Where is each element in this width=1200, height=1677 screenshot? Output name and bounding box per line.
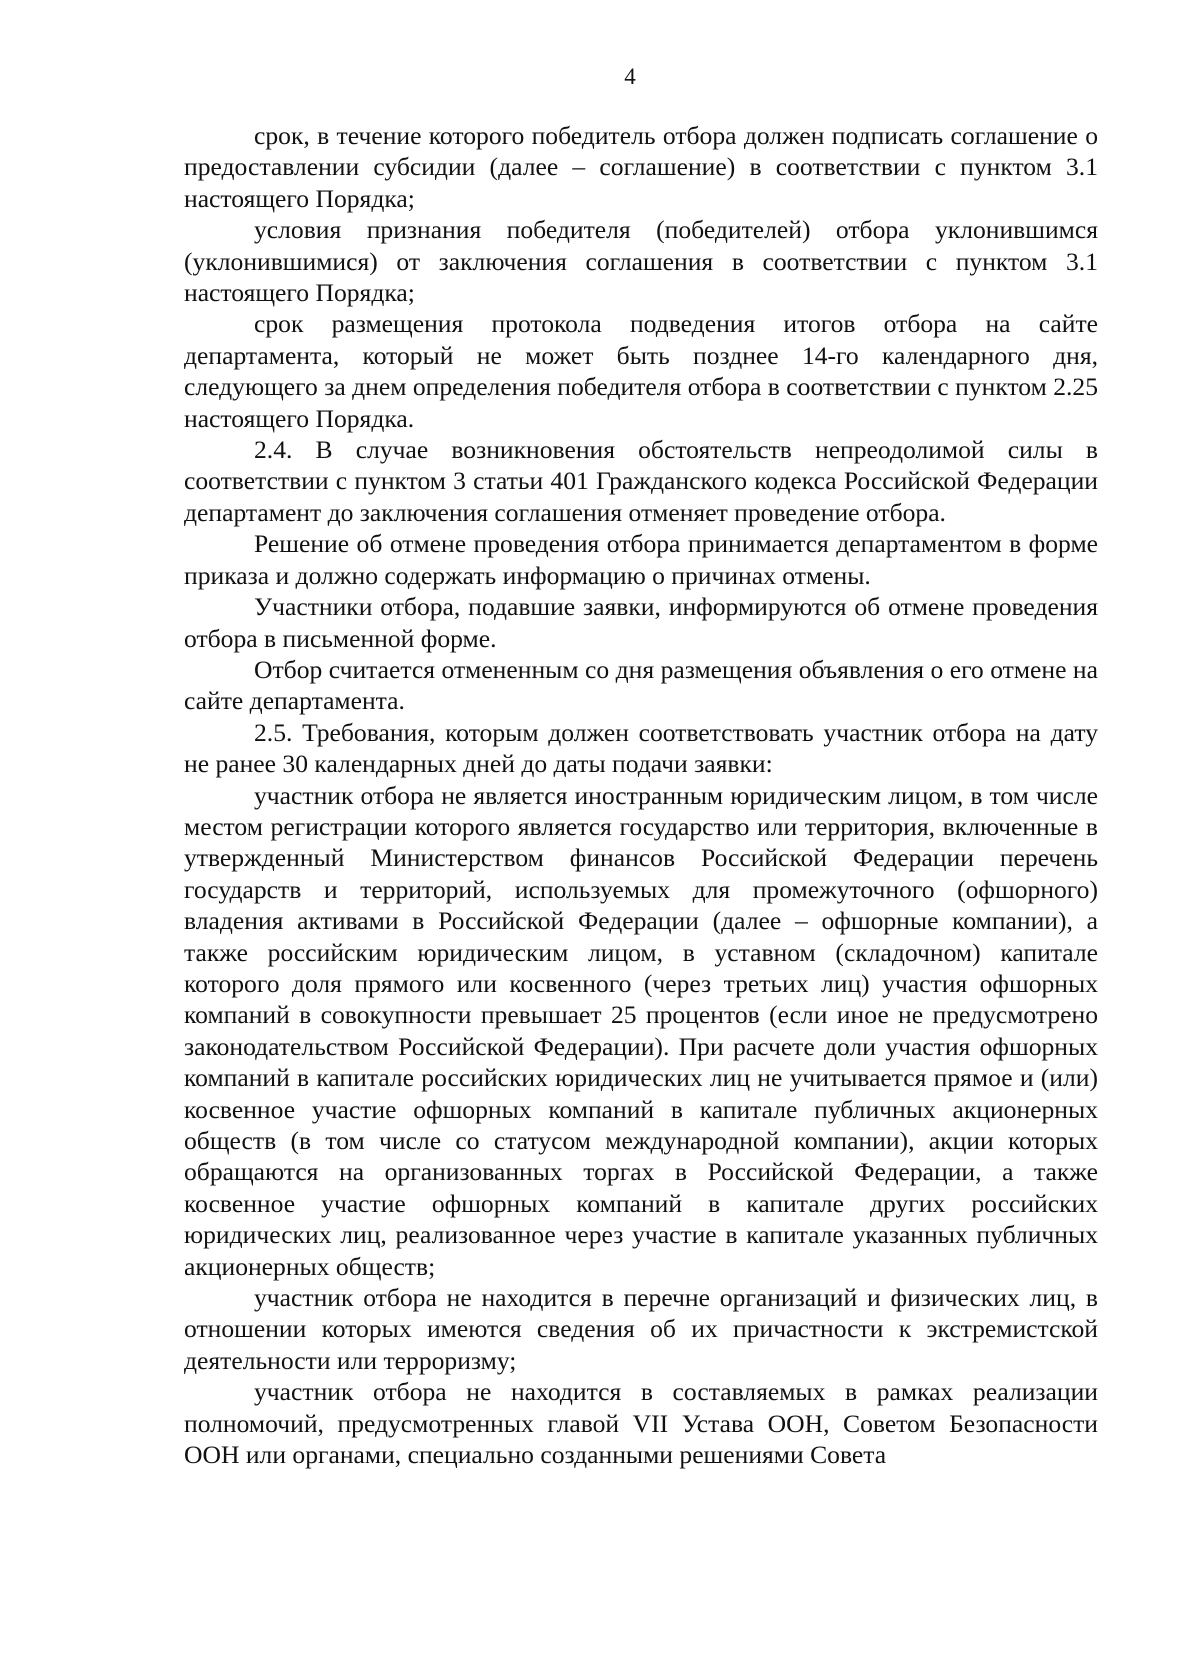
- paragraph-offshore-requirement: участник отбора не является иностранным юридическим лицом, в том числе местом регистрации которого является государство или территория, включенные в утвержденный Министерством финансов Российской Федерации перечень государств и территорий, используемых для промежуточного (офшорного) владения активами в Российской Федерации (далее – офшорные компании), а также российским юридическим лицом, в уставном (складочном) капитале которого доля прямого или косвенного (через третьих лиц) участия офшорных компаний в совокупности превышает 25 процентов (если иное не предусмотрено законодательством Российской Федерации). При расчете доли участия офшорных компаний в капитале российских юридических лиц не учитывается прямое и (или) косвенное участие офшорных компаний в капитале публичных акционерных обществ (в том числе со статусом международной компании), акции которых обращаются на организованных торгах в Российской Федерации, а также косвенное участие офшорных компаний в капитале других российских юридических лиц, реализованное через участие в капитале указанных публичных акционерных обществ;: [184, 780, 1098, 1281]
- paragraph-extremism-requirement: участник отбора не находится в перечне организаций и физических лиц, в отношении которых имеются сведения об их причастности к экстремистской деятельности или терроризму;: [184, 1283, 1098, 1375]
- paragraph-clause-2-4: 2.4. В случае возникновения обстоятельств непреодолимой силы в соответствии с пунктом 3 статьи 401 Гражданского кодекса Российской Федерации департамент до заключения соглашения отменяет проведение отбора.: [184, 435, 1098, 527]
- paragraph-protocol-deadline: срок размещения протокола подведения итогов отбора на сайте департамента, который не может быть позднее 14-го календарного дня, следующего за днем определения победителя отбора в соответствии с пунктом 2.25 настоящего Порядка.: [184, 309, 1098, 433]
- page-number: 4: [624, 64, 636, 89]
- paragraph-signing-deadline: срок, в течение которого победитель отбора должен подписать соглашение о предоставлении субсидии (далее – соглашение) в соответствии с пунктом 3.1 настоящего Порядка;: [184, 121, 1098, 213]
- paragraph-cancellation-decision: Решение об отмене проведения отбора принимается департаментом в форме приказа и должно содержать информацию о причинах отмены.: [184, 529, 1098, 590]
- document-body: [184, 120, 1098, 1470]
- paragraph-clause-2-5: 2.5. Требования, которым должен соответствовать участник отбора на дату не ранее 30 календарных дней до даты подачи заявки:: [184, 717, 1098, 779]
- paragraph-un-list-requirement: участник отбора не находится в составляемых в рамках реализации полномочий, предусмотренных главой VII Устава ООН, Советом Безопасности ООН или органами, специально созданными решениями Совета: [184, 1377, 1098, 1470]
- paragraph-evasion-conditions: условия признания победителя (победителей) отбора уклонившимся (уклонившимися) от заключения соглашения в соответствии с пунктом 3.1 настоящего Порядка;: [184, 215, 1098, 308]
- paragraph-cancellation-effective: Отбор считается отмененным со дня размещения объявления о его отмене на сайте департамента.: [184, 654, 1098, 716]
- paragraph-participants-notified: Участники отбора, подавшие заявки, информируются об отмене проведения отбора в письменной форме.: [184, 592, 1098, 653]
